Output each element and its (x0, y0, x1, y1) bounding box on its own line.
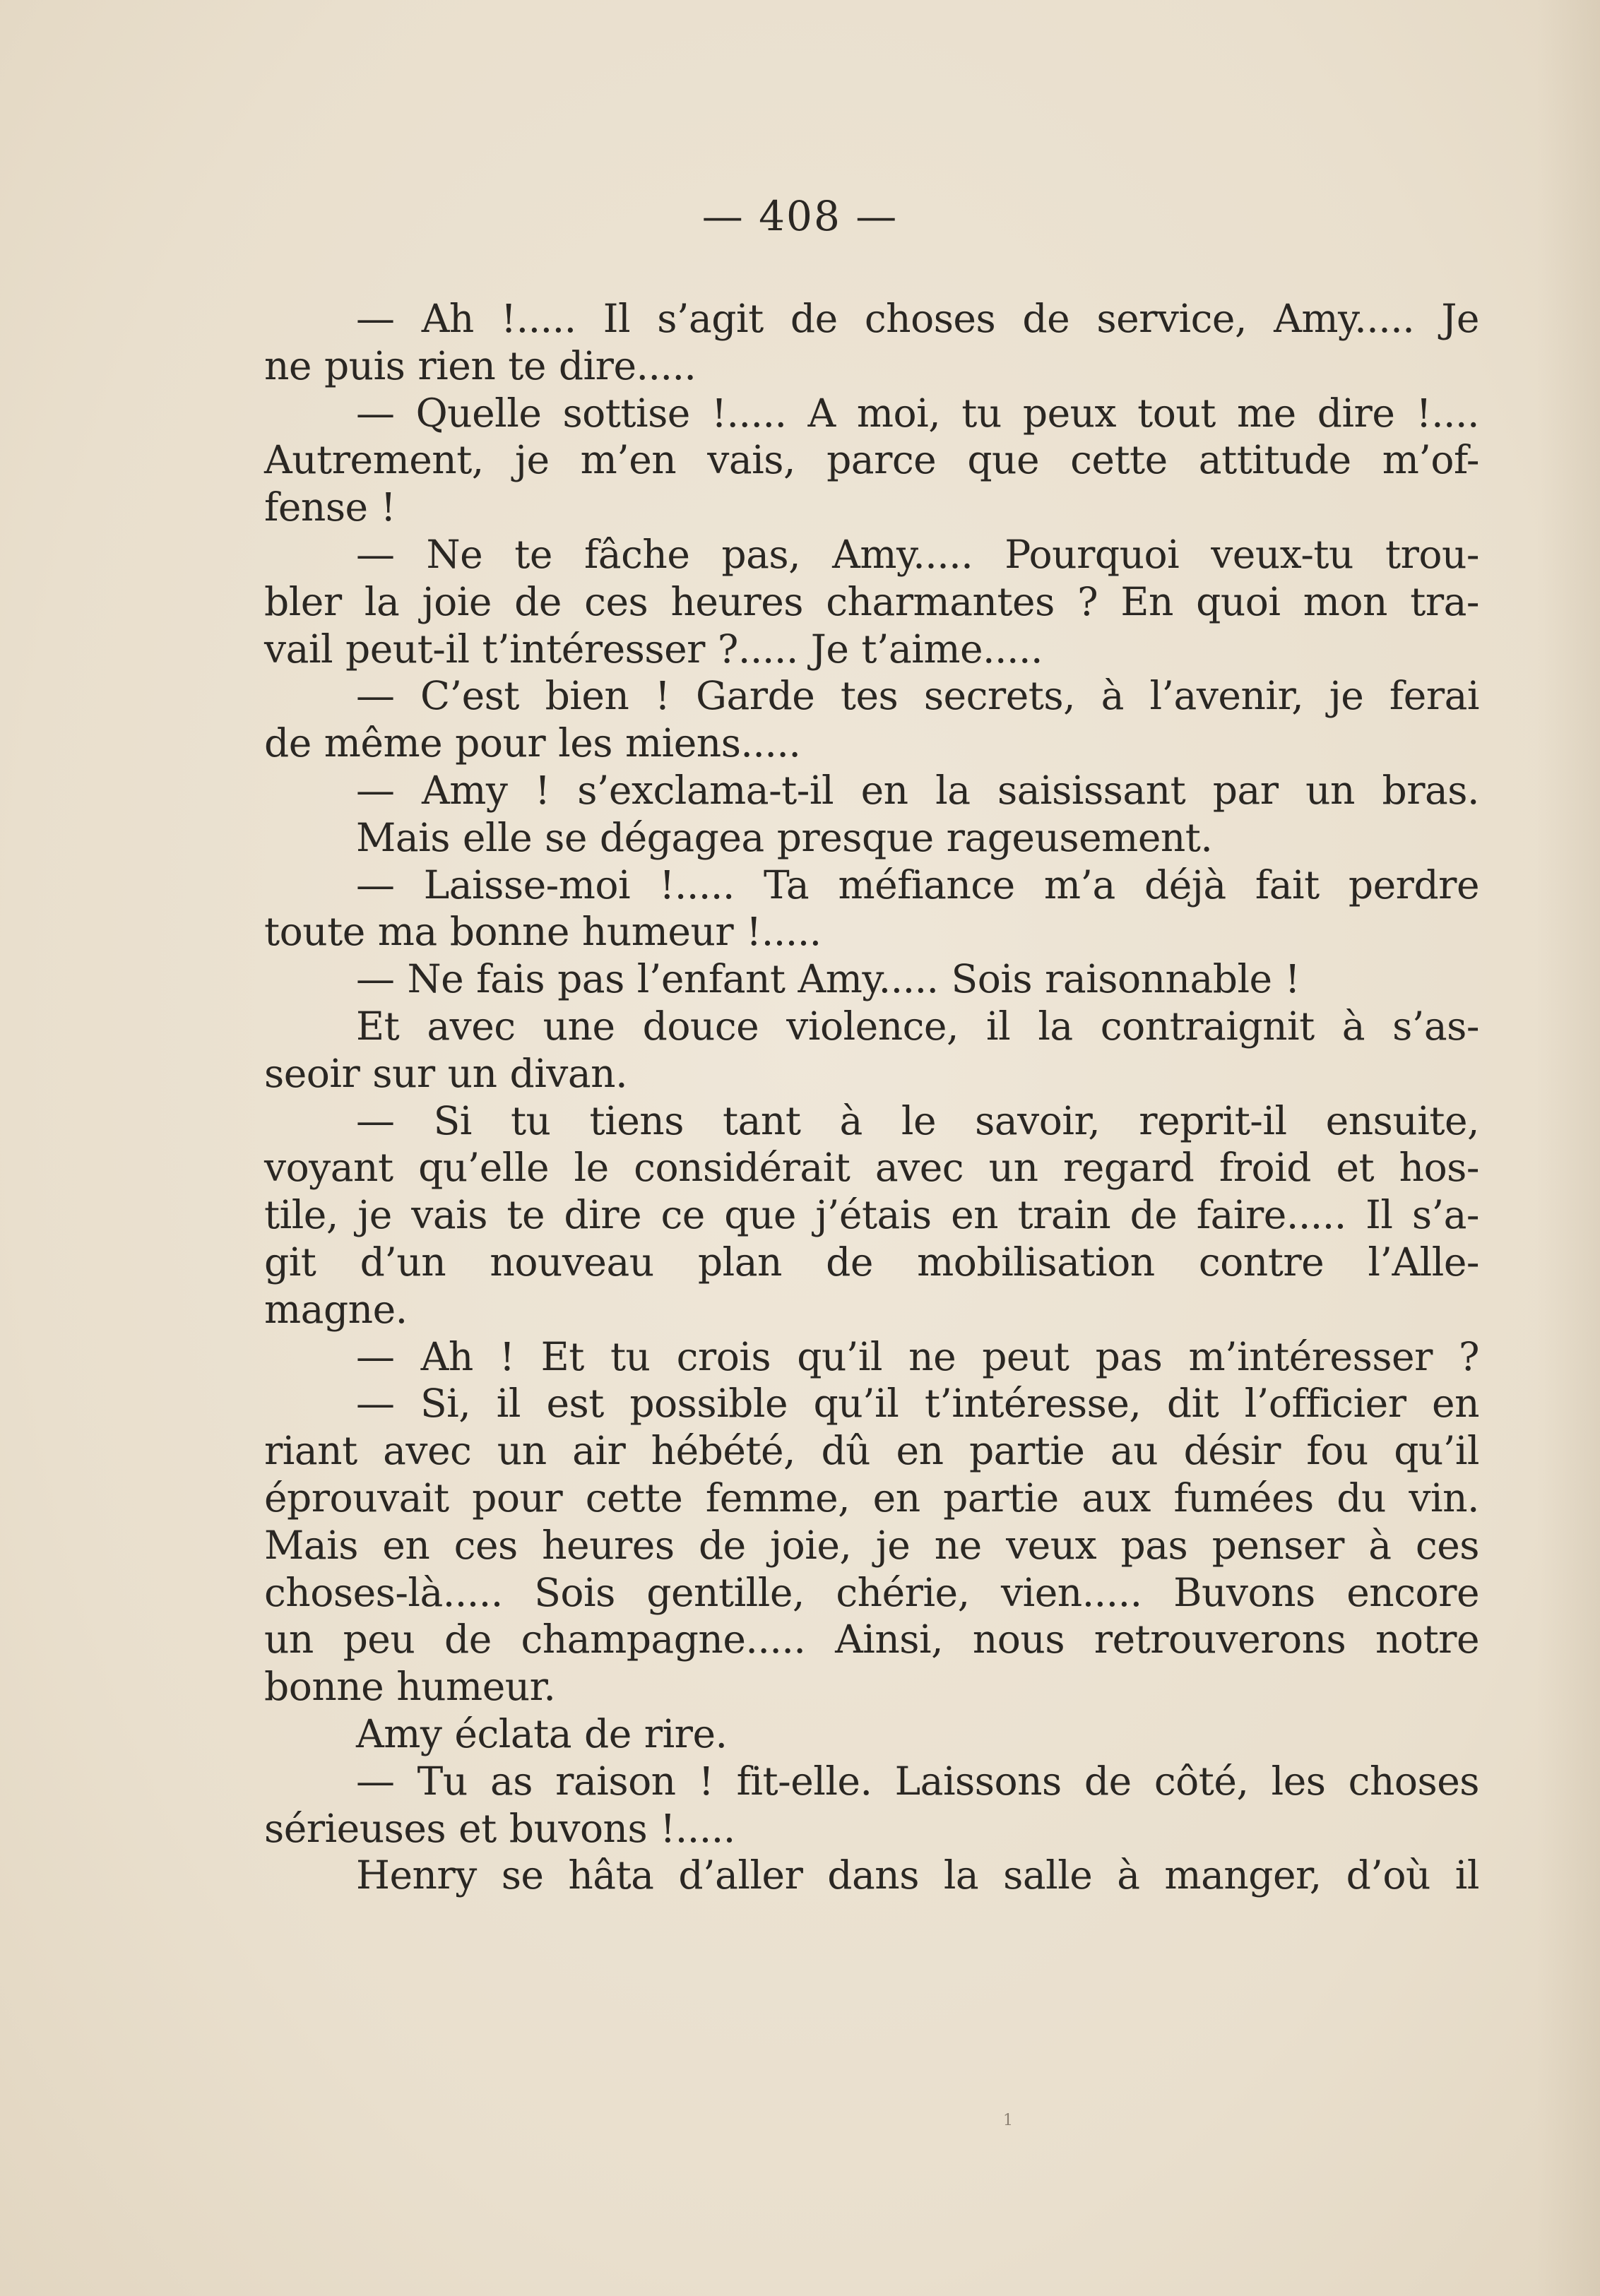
text-line: voyant qu’elle le considérait avec un regard froid et hos- (264, 1145, 1479, 1191)
text-line: toute ma bonne humeur !..... (264, 909, 822, 955)
text-line: — Quelle sottise !..... A moi, tu peux tout me dire !.... (356, 390, 1479, 436)
bottom-mark: 1 (1003, 2112, 1013, 2129)
text-line: — Ah ! Et tu crois qu’il ne peut pas m’intéresser ? (356, 1333, 1479, 1379)
text-line: Mais en ces heures de joie, je ne veux pas penser à ces (264, 1522, 1479, 1568)
text-line: Henry se hâta d’aller dans la salle à manger, d’où il (356, 1852, 1479, 1898)
text-line: un peu de champagne..... Ainsi, nous retrouverons notre (264, 1617, 1479, 1662)
body-text (264, 295, 1479, 1899)
text-line: — Tu as raison ! fit-elle. Laissons de côté, les choses (356, 1758, 1479, 1804)
text-line: git d’un nouveau plan de mobilisation contre l’Alle- (264, 1239, 1479, 1285)
text-line: — Laisse-moi !..... Ta méfiance m’a déjà fait perdre (356, 862, 1479, 908)
text-line: — Ne te fâche pas, Amy..... Pourquoi veux-tu trou- (356, 531, 1479, 577)
page-number: — 408 — (701, 192, 899, 240)
text-line: bonne humeur. (264, 1664, 556, 1710)
text-line: sérieuses et buvons !..... (264, 1805, 735, 1851)
text-line: bler la joie de ces heures charmantes ? En quoi mon tra- (264, 578, 1479, 624)
text-line: Autrement, je m’en vais, parce que cette attitude m’of- (264, 437, 1479, 483)
text-line: seoir sur un divan. (264, 1050, 628, 1096)
text-line: de même pour les miens..... (264, 720, 801, 766)
text-line: fense ! (264, 484, 396, 530)
text-line: ne puis rien te dire..... (264, 343, 697, 388)
text-line: Mais elle se dégagea presque rageusement. (356, 814, 1213, 860)
text-line: — Si, il est possible qu’il t’intéresse, dit l’officier en (356, 1381, 1479, 1427)
text-line: — Amy ! s’exclama-t-il en la saisissant par un bras. (356, 767, 1479, 813)
text-line: magne. (264, 1286, 408, 1332)
text-line: — Ah !..... Il s’agit de choses de service, Amy..... Je (356, 296, 1479, 341)
text-line: Et avec une douce violence, il la contraignit à s’as- (356, 1003, 1479, 1049)
page-edge-shadow (1536, 0, 1600, 2296)
text-line: choses-là..... Sois gentille, chérie, vien..... Buvons encore (264, 1569, 1479, 1615)
text-line: éprouvait pour cette femme, en partie aux fumées du vin. (264, 1475, 1479, 1521)
text-line: tile, je vais te dire ce que j’étais en train de faire..... Il s’a- (264, 1192, 1479, 1238)
text-line: Amy éclata de rire. (356, 1711, 728, 1756)
text-line: — Ne fais pas l’enfant Amy..... Sois raisonnable ! (356, 956, 1300, 1002)
text-line: riant avec un air hébété, dû en partie au désir fou qu’il (264, 1428, 1479, 1474)
text-line: vail peut-il t’intéresser ?..... Je t’aime..... (264, 626, 1043, 672)
text-line: — Si tu tiens tant à le savoir, reprit-il ensuite, (356, 1098, 1479, 1143)
text-line: — C’est bien ! Garde tes secrets, à l’avenir, je ferai (356, 673, 1479, 719)
